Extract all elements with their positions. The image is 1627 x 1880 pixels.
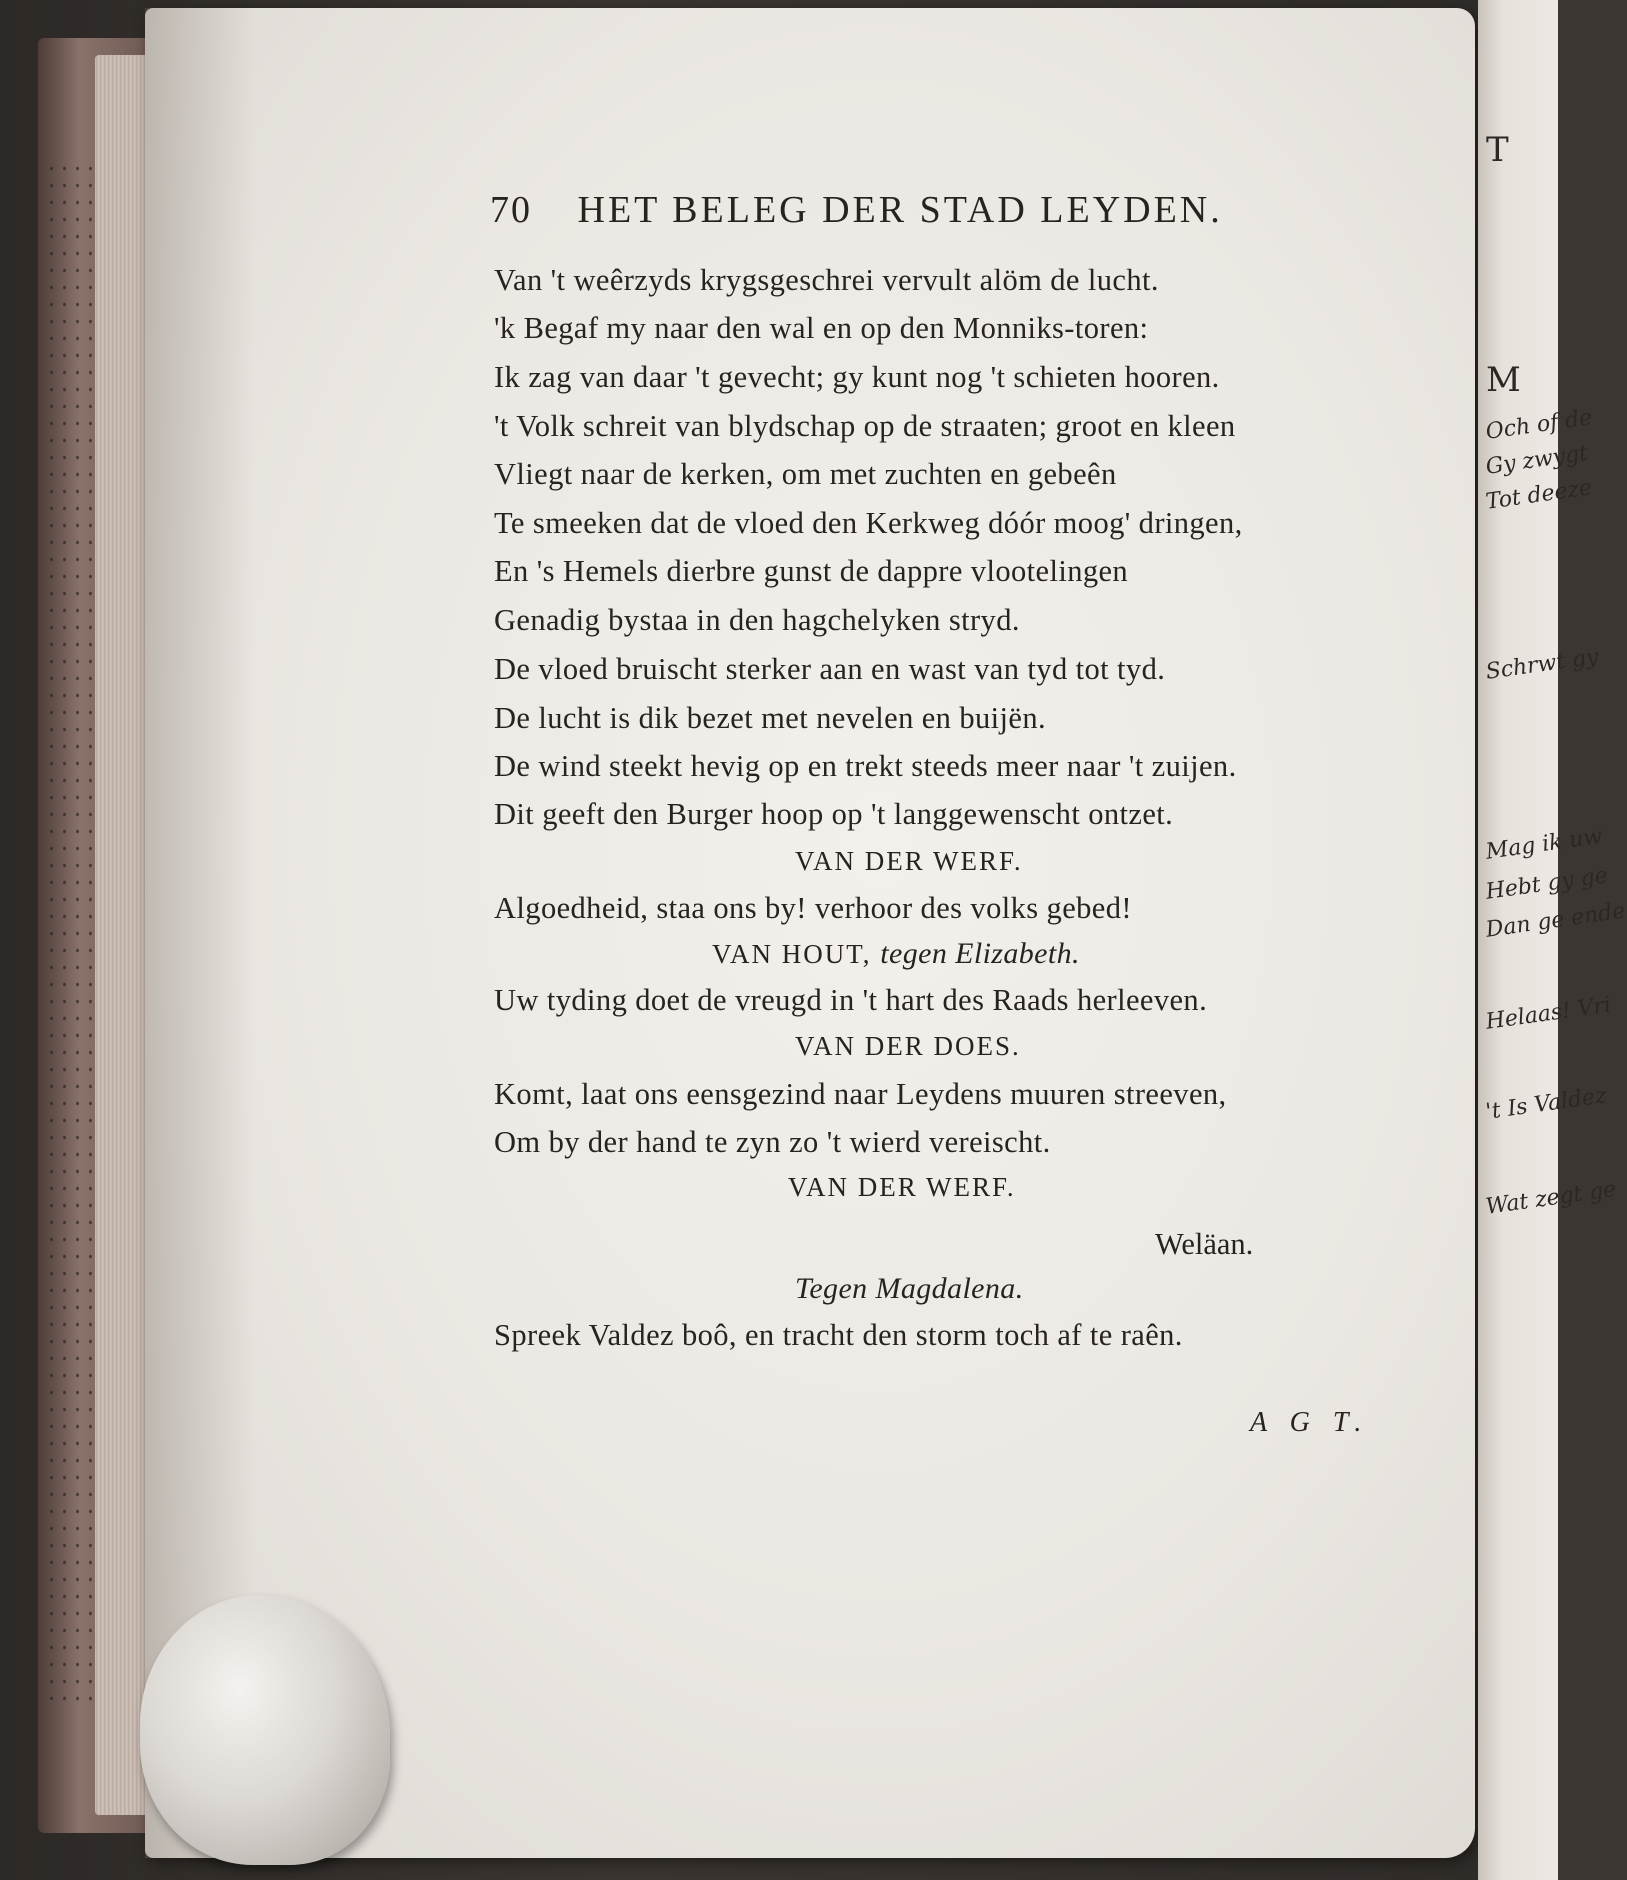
- verse-line: 'k Begaf my naar den wal en op den Monniks-toren:: [494, 311, 1149, 345]
- facing-page-fragment: Och of de: [1484, 405, 1594, 445]
- catchword: A G T.: [1250, 1407, 1370, 1438]
- running-title: HET BELEG DER STAD LEYDEN.: [577, 189, 1223, 231]
- facing-page-fragment: Gy zwygt: [1484, 440, 1590, 480]
- verse-line: De wind steekt hevig op en trekt steeds meer naar 't zuijen.: [494, 749, 1237, 783]
- facing-page-fragment: Mag ik uw: [1484, 823, 1604, 865]
- verse-line: Algoedheid, staa ons by! verhoor des volks gebed!: [494, 891, 1132, 925]
- facing-page-fragment: Dan ge ende: [1484, 898, 1627, 943]
- speaker-name: VAN DER WERF.: [788, 1172, 1016, 1202]
- verse-line: Genadig bystaa in den hagchelyken stryd.: [494, 603, 1020, 637]
- verse-line: Ik zag van daar 't gevecht; gy kunt nog 't schieten hooren.: [494, 360, 1220, 394]
- verse-line: 't Volk schreit van blydschap op de straaten; groot en kleen: [494, 409, 1236, 443]
- page-number: 70: [490, 189, 532, 231]
- verse-line: De lucht is dik bezet met nevelen en buijën.: [494, 701, 1047, 735]
- speaker-name: VAN DER WERF.: [795, 846, 1023, 876]
- facing-page-fragment: Hebt gy ge: [1484, 863, 1610, 905]
- verse-line: Uw tyding doet de vreugd in 't hart des Raads herleeven.: [494, 983, 1208, 1017]
- stage-direction: Tegen Magdalena.: [795, 1272, 1024, 1305]
- verse-line: De vloed bruischt sterker aan en wast van tyd tot tyd.: [494, 652, 1166, 686]
- verse-line: Om by der hand te zyn zo 't wierd vereischt.: [494, 1125, 1051, 1159]
- speaker-heading: [712, 937, 1080, 971]
- facing-page-fragment: T: [1486, 130, 1509, 170]
- verse-line: Spreek Valdez boô, en tracht den storm toch af te raên.: [494, 1318, 1183, 1352]
- verse-line: Weläan.: [1155, 1227, 1254, 1261]
- facing-page-fragment: Tot deeze: [1484, 475, 1594, 515]
- verse-line: Te smeeken dat de vloed den Kerkweg dóór moog' dringen,: [494, 506, 1243, 540]
- stage-direction: tegen Elizabeth.: [880, 937, 1080, 970]
- running-header: [490, 188, 1223, 232]
- speaker-name: VAN DER DOES.: [795, 1031, 1021, 1061]
- facing-page-fragment: M: [1486, 360, 1521, 400]
- facing-page-fragment: Helaas! Vri: [1484, 992, 1613, 1035]
- speaker-name: VAN HOUT,: [712, 939, 872, 969]
- facing-page-fragment: Wat zegt ge: [1484, 1176, 1618, 1220]
- verse-line: En 's Hemels dierbre gunst de dappre vlootelingen: [494, 554, 1129, 588]
- verse-line: Dit geeft den Burger hoop op 't langgewenscht ontzet.: [494, 797, 1174, 831]
- verse-line: Komt, laat ons eensgezind naar Leydens muuren streeven,: [494, 1077, 1227, 1111]
- facing-page-fragment: Schrwt gy: [1484, 644, 1600, 685]
- verse-line: Van 't weêrzyds krygsgeschrei vervult alöm de lucht.: [494, 263, 1159, 297]
- verse-line: Vliegt naar de kerken, om met zuchten en gebeên: [494, 457, 1117, 491]
- facing-page-fragment: 't Is Valdez: [1484, 1083, 1609, 1125]
